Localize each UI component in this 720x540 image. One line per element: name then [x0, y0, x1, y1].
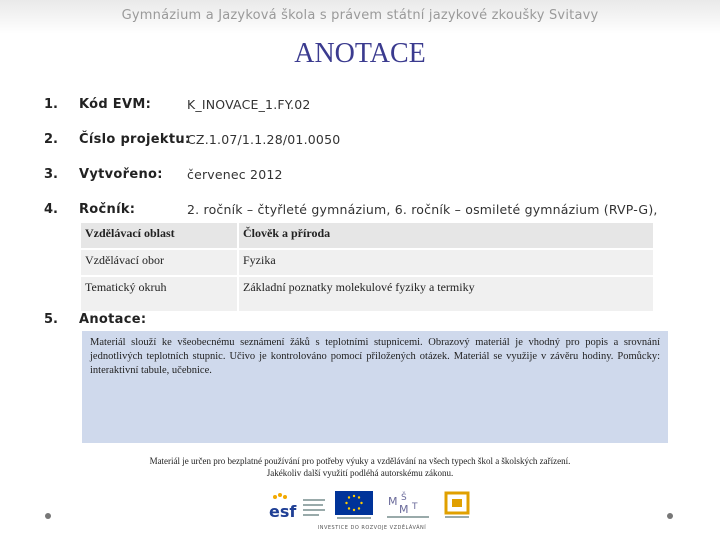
table-cell: Základní poznatky molekulové fyziky a termiky — [239, 277, 653, 311]
field-number: 1. — [44, 97, 58, 112]
field-label: Vytvořeno: — [79, 167, 163, 182]
table-row — [81, 223, 653, 248]
page-title: ANOTACE — [294, 38, 426, 69]
bullet-dot — [667, 513, 673, 519]
curriculum-table — [79, 221, 655, 313]
op-logo — [443, 491, 471, 521]
esf-logo — [267, 491, 327, 521]
usage-note — [100, 455, 620, 479]
field-value: CZ.1.07/1.1.28/01.0050 — [187, 132, 341, 147]
svg-text:M: M — [399, 503, 409, 516]
table-cell: Člověk a příroda — [239, 223, 653, 248]
table-row — [81, 277, 653, 311]
table-cell: Vzdělávací oblast — [81, 223, 237, 248]
svg-text:M: M — [388, 495, 398, 508]
school-name: Gymnázium a Jazyková škola s právem státní jazykové zkoušky Svitavy — [121, 8, 599, 23]
field-label: Ročník: — [79, 202, 136, 217]
field-label: Číslo projektu: — [79, 132, 191, 147]
field-number: 5. — [44, 312, 58, 327]
field-label: Anotace: — [79, 312, 147, 327]
bullet-dot — [45, 513, 51, 519]
field-number: 4. — [44, 202, 58, 217]
svg-text:Š: Š — [401, 493, 407, 503]
field-label: Kód EVM: — [79, 97, 152, 112]
logo-tagline: INVESTICE DO ROZVOJE VZDĚLÁVÁNÍ — [317, 525, 427, 531]
field-value: K_INOVACE_1.FY.02 — [187, 97, 311, 112]
msmt-logo — [385, 491, 431, 521]
table-row — [81, 250, 653, 275]
usage-note-line: Jakékoliv další využití podléhá autorskému zákonu. — [266, 468, 454, 478]
sponsor-logos — [267, 491, 477, 533]
table-cell: Fyzika — [239, 250, 653, 275]
usage-note-line: Materiál je určen pro bezplatné používání pro potřeby výuky a vzdělávání na všech typech škol a školských zařízení. — [149, 456, 571, 466]
table-cell: Vzdělávací obor — [81, 250, 237, 275]
field-number: 2. — [44, 132, 58, 147]
field-value: 2. ročník – čtyřleté gymnázium, 6. ročník – osmileté gymnázium (RVP-G), — [187, 202, 658, 217]
anotace-text: Materiál slouží ke všeobecnému seznámení žáků s teplotními stupnicemi. Obrazový materiál je vhodný pro popis a srovnání jednotlivých teplotních stupnic. Učivo je kontrolováno pomocí přiložených otázek. Materiál se využije v závěru hodiny. Pomůcky: interaktivní tabule, učebnice. — [82, 331, 668, 443]
svg-text:T: T — [412, 502, 418, 512]
field-value: červenec 2012 — [187, 167, 283, 182]
table-cell: Tematický okruh — [81, 277, 237, 311]
svg-text:esf: esf — [269, 502, 297, 521]
eu-flag-logo — [335, 491, 373, 521]
field-number: 3. — [44, 167, 58, 182]
